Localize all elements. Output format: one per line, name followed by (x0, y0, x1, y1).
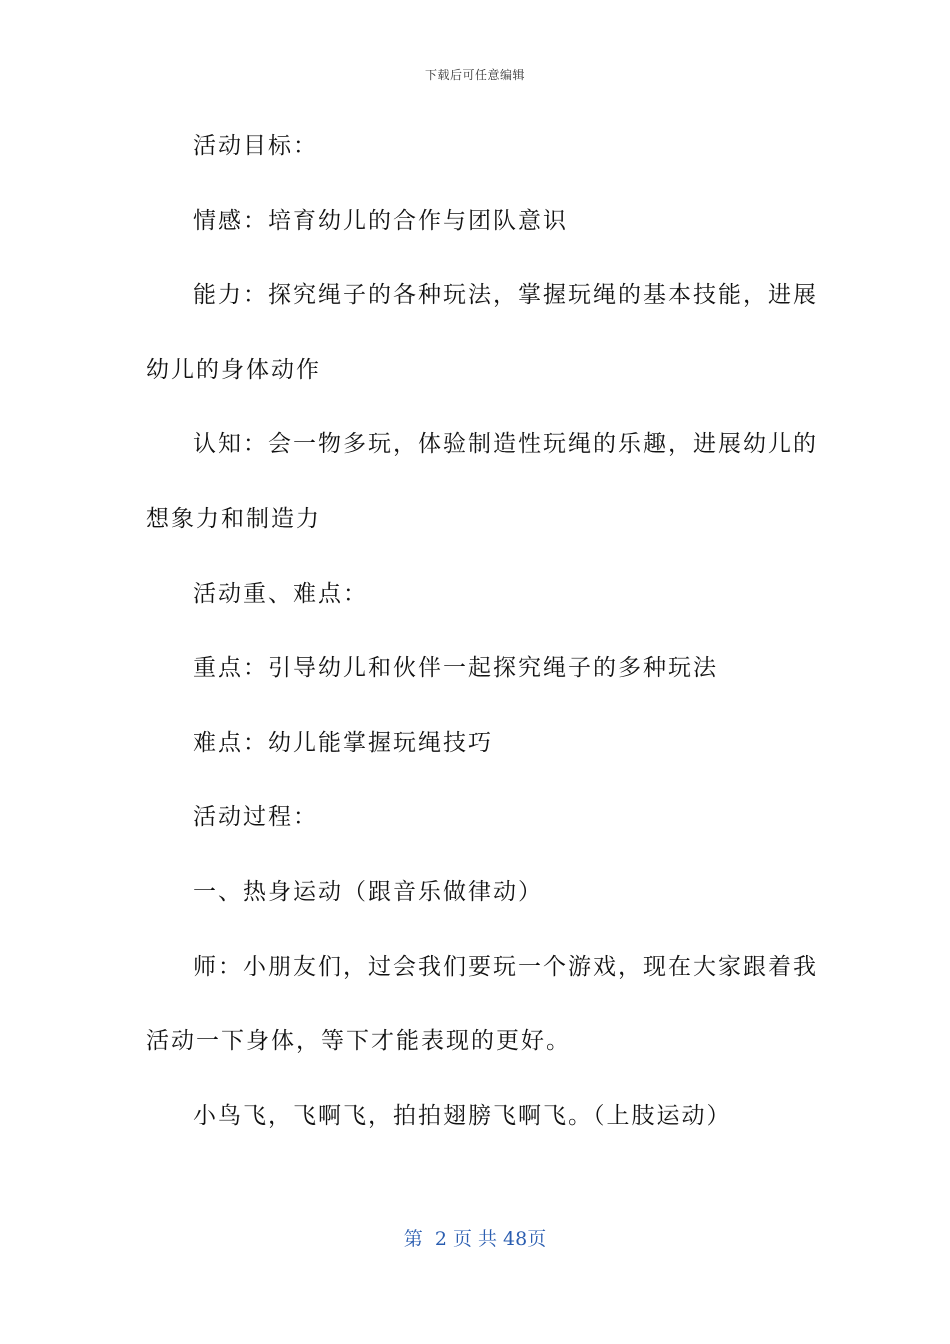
paragraph-line: 重点：引导幼儿和伙伴一起探究绳子的多种玩法 (193, 655, 718, 682)
paragraph-line: 想象力和制造力 (146, 505, 321, 532)
paragraph-line: 一、热身运动（跟音乐做律动） (193, 878, 543, 905)
document-body (146, 126, 818, 1170)
paragraph-line: 活动目标： (193, 133, 318, 159)
page-header: 下载后可任意编辑 (424, 68, 525, 82)
paragraph-line: 师：小朋友们，过会我们要玩一个游戏，现在大家跟着我 (193, 953, 818, 980)
paragraph-line: 小鸟飞，飞啊飞，拍拍翅膀飞啊飞。（上肢运动） (193, 1102, 732, 1129)
page-number-footer: 第 2 页 共 48页 (403, 1228, 547, 1250)
paragraph-line: 能力：探究绳子的各种玩法，掌握玩绳的基本技能，进展 (193, 282, 818, 309)
paragraph-line: 认知：会一物多玩，体验制造性玩绳的乐趣，进展幼儿的 (193, 431, 818, 458)
paragraph-line: 难点：幼儿能掌握玩绳技巧 (193, 729, 493, 756)
paragraph-line: 情感：培育幼儿的合作与团队意识 (193, 207, 568, 234)
paragraph-line: 活动一下身体，等下才能表现的更好。 (146, 1028, 571, 1055)
paragraph-line: 活动重、难点： (193, 580, 368, 607)
paragraph-line: 幼儿的身体动作 (146, 356, 321, 383)
paragraph-line: 活动过程： (193, 804, 318, 831)
